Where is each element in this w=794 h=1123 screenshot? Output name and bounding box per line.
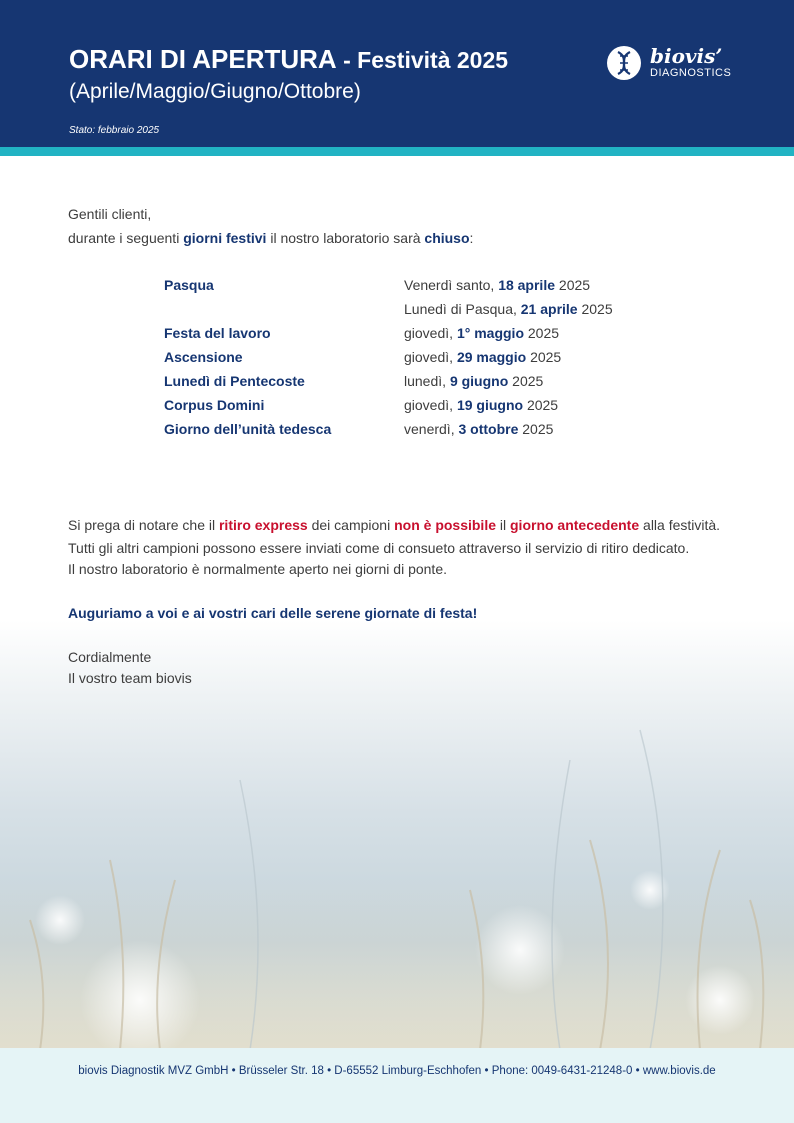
- holiday-date-prefix: giovedì,: [404, 325, 457, 341]
- holiday-date-highlight: 9 giugno: [449, 373, 509, 389]
- notice-text: alla festività.: [639, 517, 721, 533]
- holiday-date-year: 2025: [518, 421, 554, 437]
- holiday-date-year: 2025: [508, 373, 544, 389]
- holiday-date-year: 2025: [523, 397, 559, 413]
- notice-express-line: [68, 517, 720, 533]
- intro-highlight-closed: chiuso: [424, 230, 470, 246]
- holiday-name: Corpus Domini: [164, 397, 265, 413]
- notice-bridge-days: Il nostro laboratorio è normalmente aperto nei giorni di ponte.: [68, 561, 447, 577]
- holiday-date: [404, 301, 613, 317]
- holiday-date-highlight: 29 maggio: [456, 349, 527, 365]
- holiday-date: [404, 325, 559, 341]
- holiday-name: Pasqua: [164, 277, 214, 293]
- intro-line: [68, 230, 473, 246]
- holiday-date-year: 2025: [555, 277, 591, 293]
- holiday-name: Ascensione: [164, 349, 243, 365]
- holiday-date-prefix: lunedì,: [404, 373, 450, 389]
- holiday-date-prefix: giovedì,: [404, 349, 457, 365]
- holiday-date-highlight: 3 ottobre: [458, 421, 519, 437]
- holiday-wish: Auguriamo a voi e ai vostri cari delle serene giornate di festa!: [68, 605, 478, 621]
- title-suffix: Festività 2025: [357, 47, 509, 73]
- intro-highlight-holidays: giorni festivi: [183, 230, 267, 246]
- notice-highlight-express: ritiro express: [218, 517, 308, 533]
- intro-text-a: durante i seguenti: [68, 230, 184, 246]
- notice-highlight-not-possible: non è possibile: [394, 517, 496, 533]
- notice-text: Si prega di notare che il: [68, 517, 219, 533]
- footer-bar: [0, 1048, 794, 1123]
- holiday-date: [404, 373, 543, 389]
- notice-text: il: [496, 517, 510, 533]
- holiday-date-prefix: venerdì,: [404, 421, 459, 437]
- holiday-date-year: 2025: [524, 325, 560, 341]
- greeting: Gentili clienti,: [68, 206, 152, 222]
- holiday-name: Festa del lavoro: [164, 325, 271, 341]
- holiday-date-prefix: giovedì,: [404, 397, 457, 413]
- notice-text: dei campioni: [307, 517, 395, 533]
- holiday-date: [404, 349, 561, 365]
- intro-text-e: :: [469, 230, 474, 246]
- holiday-name: Lunedì di Pentecoste: [164, 373, 305, 389]
- logo-division-text: DIAGNOSTICS: [650, 67, 732, 79]
- title-main: ORARI DI APERTURA: [69, 44, 337, 74]
- page-title: [69, 44, 508, 75]
- holiday-date: [404, 397, 558, 413]
- header-accent-stripe: [0, 147, 794, 156]
- status-date: Stato: febbraio 2025: [69, 125, 160, 136]
- holiday-date-prefix: Lunedì di Pasqua,: [404, 301, 521, 317]
- holiday-date-highlight: 19 giugno: [456, 397, 524, 413]
- footer-contact: biovis Diagnostik MVZ GmbH • Brüsseler Str. 18 • D-65552 Limburg-Eschhofen • Phone: 0049-6431-21248-0 • www.biovis.de: [78, 1065, 716, 1077]
- notice-highlight-day-before: giorno antecedente: [510, 517, 640, 533]
- holiday-date-year: 2025: [577, 301, 613, 317]
- closing-salutation: Cordialmente: [68, 649, 152, 665]
- holiday-date-highlight: 18 aprile: [498, 277, 556, 293]
- title-separator: -: [336, 47, 358, 73]
- holiday-date-year: 2025: [526, 349, 562, 365]
- notice-other-samples: Tutti gli altri campioni possono essere inviati come di consueto attraverso il servizio di ritiro dedicato.: [68, 540, 690, 556]
- holiday-name: Giorno dell’unità tedesca: [164, 421, 332, 437]
- logo-brand-text: biovis’: [650, 44, 723, 68]
- brand-logo: [607, 46, 757, 86]
- closing-signature: Il vostro team biovis: [68, 670, 192, 686]
- dna-helix-icon: [607, 46, 641, 80]
- intro-text-c: il nostro laboratorio sarà: [266, 230, 425, 246]
- holiday-date: [404, 421, 553, 437]
- holiday-date-prefix: Venerdì santo,: [404, 277, 499, 293]
- holiday-date: [404, 277, 590, 293]
- holiday-date-highlight: 1° maggio: [456, 325, 524, 341]
- page-subtitle: (Aprile/Maggio/Giugno/Ottobre): [69, 80, 361, 103]
- holiday-date-highlight: 21 aprile: [520, 301, 578, 317]
